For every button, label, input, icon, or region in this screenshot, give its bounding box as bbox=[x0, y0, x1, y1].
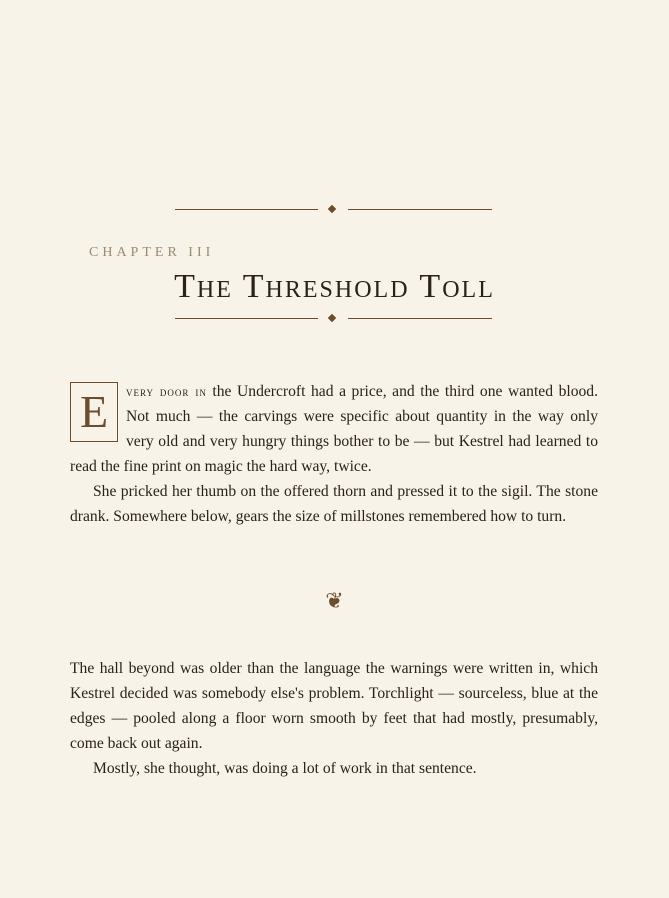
chapter-title-text: The Threshold Toll bbox=[174, 268, 495, 305]
fleuron-icon: ❦ bbox=[325, 589, 344, 614]
rule-line-right bbox=[348, 209, 492, 210]
section-one bbox=[70, 379, 598, 529]
opening-paragraph bbox=[70, 379, 598, 479]
lead-in-small-caps: very door in bbox=[126, 384, 207, 399]
top-ornamental-rule bbox=[175, 205, 492, 215]
drop-cap: E bbox=[70, 382, 118, 442]
opening-paragraph-text: the Undercroft had a price, and the third one wanted blood. Not much — the carvings were specific about quantity in the way only very old and very hungry things bother to be — but Kestrel had learned to read the fine print on magic the hard way, twice. bbox=[70, 383, 598, 475]
chapter-label: CHAPTER III bbox=[89, 245, 215, 260]
bottom-ornamental-rule bbox=[175, 314, 492, 324]
rule-line-left bbox=[175, 209, 318, 210]
section-two bbox=[70, 656, 598, 781]
paragraph: Mostly, she thought, was doing a lot of work in that sentence. bbox=[93, 760, 477, 777]
diamond-icon bbox=[328, 314, 336, 322]
diamond-icon bbox=[328, 205, 336, 213]
chapter-title bbox=[0, 268, 669, 306]
paragraph: She pricked her thumb on the offered thorn and pressed it to the sigil. The stone drank. Somewhere below, gears the size of millstones remembered how to turn. bbox=[70, 483, 598, 525]
rule-line-left bbox=[175, 318, 318, 319]
paragraph: The hall beyond was older than the language the warnings were written in, which Kestrel decided was somebody else's problem. Torchlight — sourceless, blue at the edges — pooled along a floor worn smooth by feet that had mostly, presumably, come back out again. bbox=[70, 660, 598, 752]
rule-line-right bbox=[348, 318, 492, 319]
